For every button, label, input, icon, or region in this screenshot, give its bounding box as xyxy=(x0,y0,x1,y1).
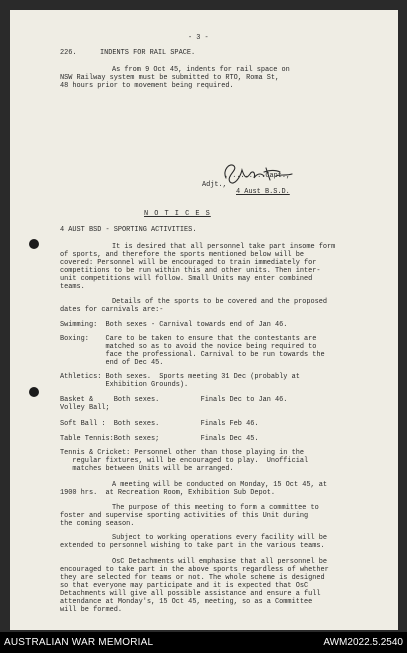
para6-line-6: attendance at Monday's, 15 Oct 45, meeting, so as a Committee xyxy=(60,598,313,606)
signature-line: ..........Capt., xyxy=(224,172,291,180)
para6-line-4: so that everyone may participate and it is expected that OsC xyxy=(60,582,309,590)
sport-tennis-3: matches between Units will be arranged. xyxy=(60,465,234,473)
sport-swimming: Swimming: Both sexes - Carnival towards end of Jan 46. xyxy=(60,321,288,329)
para3-line-2: 1900 hrs. at Recreation Room, Exhibition Sub Depot. xyxy=(60,489,276,497)
sport-basket-2: Volley Ball; xyxy=(60,404,110,412)
para4-line-1: The purpose of this meeting to form a committee to xyxy=(112,504,319,512)
signature-unit: 4 Aust B.S.D. xyxy=(236,188,290,196)
para6-line-1: OsC Detachments will emphasise that all personnel be xyxy=(112,558,328,566)
section-number: 226. xyxy=(60,49,77,57)
sport-table-tennis: Table Tennis:Both sexes; Finals Dec 45. xyxy=(60,435,259,443)
section-title: INDENTS FOR RAIL SPACE. xyxy=(100,49,196,57)
sport-boxing-2: matched so as to avoid the novice being required to xyxy=(60,343,317,351)
para2-line-2: dates for carnivals are:- xyxy=(60,306,164,314)
para4-line-3: the coming season. xyxy=(60,520,135,528)
sport-boxing-1: Boxing: Care to be taken to ensure that the contestants are xyxy=(60,335,317,343)
rail-line-2: NSW Railway system must be submitted to RTO, Roma St, xyxy=(60,74,280,82)
para6-line-7: will be formed. xyxy=(60,606,123,614)
sport-softball: Soft Ball : Both sexes. Finals Feb 46. xyxy=(60,420,259,428)
para1-line-3: covered: Personnel will be encouraged to train immediately for xyxy=(60,259,317,267)
notices-heading: N O T I C E S xyxy=(144,210,211,218)
document-page xyxy=(10,10,398,630)
sport-tennis-1: Tennis & Cricket: Personnel other than those playing in the xyxy=(60,449,304,457)
para1-line-4: competitions to be run within this and other units. Then inter- xyxy=(60,267,321,275)
para1-line-5: unit competitions will follow. Small Units may enter combined xyxy=(60,275,313,283)
signature-adjt: Adjt., xyxy=(202,181,227,189)
para1-line-6: teams. xyxy=(60,283,85,291)
para1-line-1: It is desired that all personnel take part insome form xyxy=(112,243,336,251)
sport-tennis-2: regular fixtures, will be encouraged to play. Unofficial xyxy=(60,457,309,465)
para1-line-2: of sports, and therefore the sports mentioned below will be xyxy=(60,251,304,259)
rail-line-3: 48 hours prior to movement being required. xyxy=(60,82,234,90)
para6-line-5: Detachments will give all possible assistance and ensure a full xyxy=(60,590,321,598)
para3-line-1: A meeting will be conducted on Monday, 15 Oct 45, at xyxy=(112,481,328,489)
page-number: - 3 - xyxy=(188,34,209,42)
notices-subheading: 4 AUST BSD - SPORTING ACTIVITIES. xyxy=(60,226,197,234)
punch-hole-top xyxy=(29,239,39,249)
footer-catalogue-id: AWM2022.5.2540 xyxy=(323,637,403,648)
para6-line-3: they are selected for teams or not. The whole scheme is designed xyxy=(60,574,325,582)
rail-line-1: As from 9 Oct 45, indents for rail space on xyxy=(112,66,290,74)
para4-line-2: foster and supervise sporting activities of this Unit during xyxy=(60,512,309,520)
sport-athletics-1: Athletics: Both sexes. Sports meeting 31 Dec (probably at xyxy=(60,373,300,381)
sport-boxing-4: end of Dec 45. xyxy=(60,359,164,367)
sport-athletics-2: Exhibition Grounds). xyxy=(60,381,189,389)
footer-bar xyxy=(0,632,407,653)
para5-line-2: extended to personnel wishing to take part in the various teams. xyxy=(60,542,325,550)
para6-line-2: encouraged to take part in the above sports regardless of whether xyxy=(60,566,329,574)
sport-boxing-3: face the professional. Carnival to be run towards the xyxy=(60,351,325,359)
punch-hole-bottom xyxy=(29,387,39,397)
para5-line-1: Subject to working operations every facility will be xyxy=(112,534,328,542)
footer-institution: AUSTRALIAN WAR MEMORIAL xyxy=(4,637,154,648)
sport-basket-1: Basket & Both sexes. Finals Dec to Jan 46. xyxy=(60,396,288,404)
para2-line-1: Details of the sports to be covered and the proposed xyxy=(112,298,328,306)
